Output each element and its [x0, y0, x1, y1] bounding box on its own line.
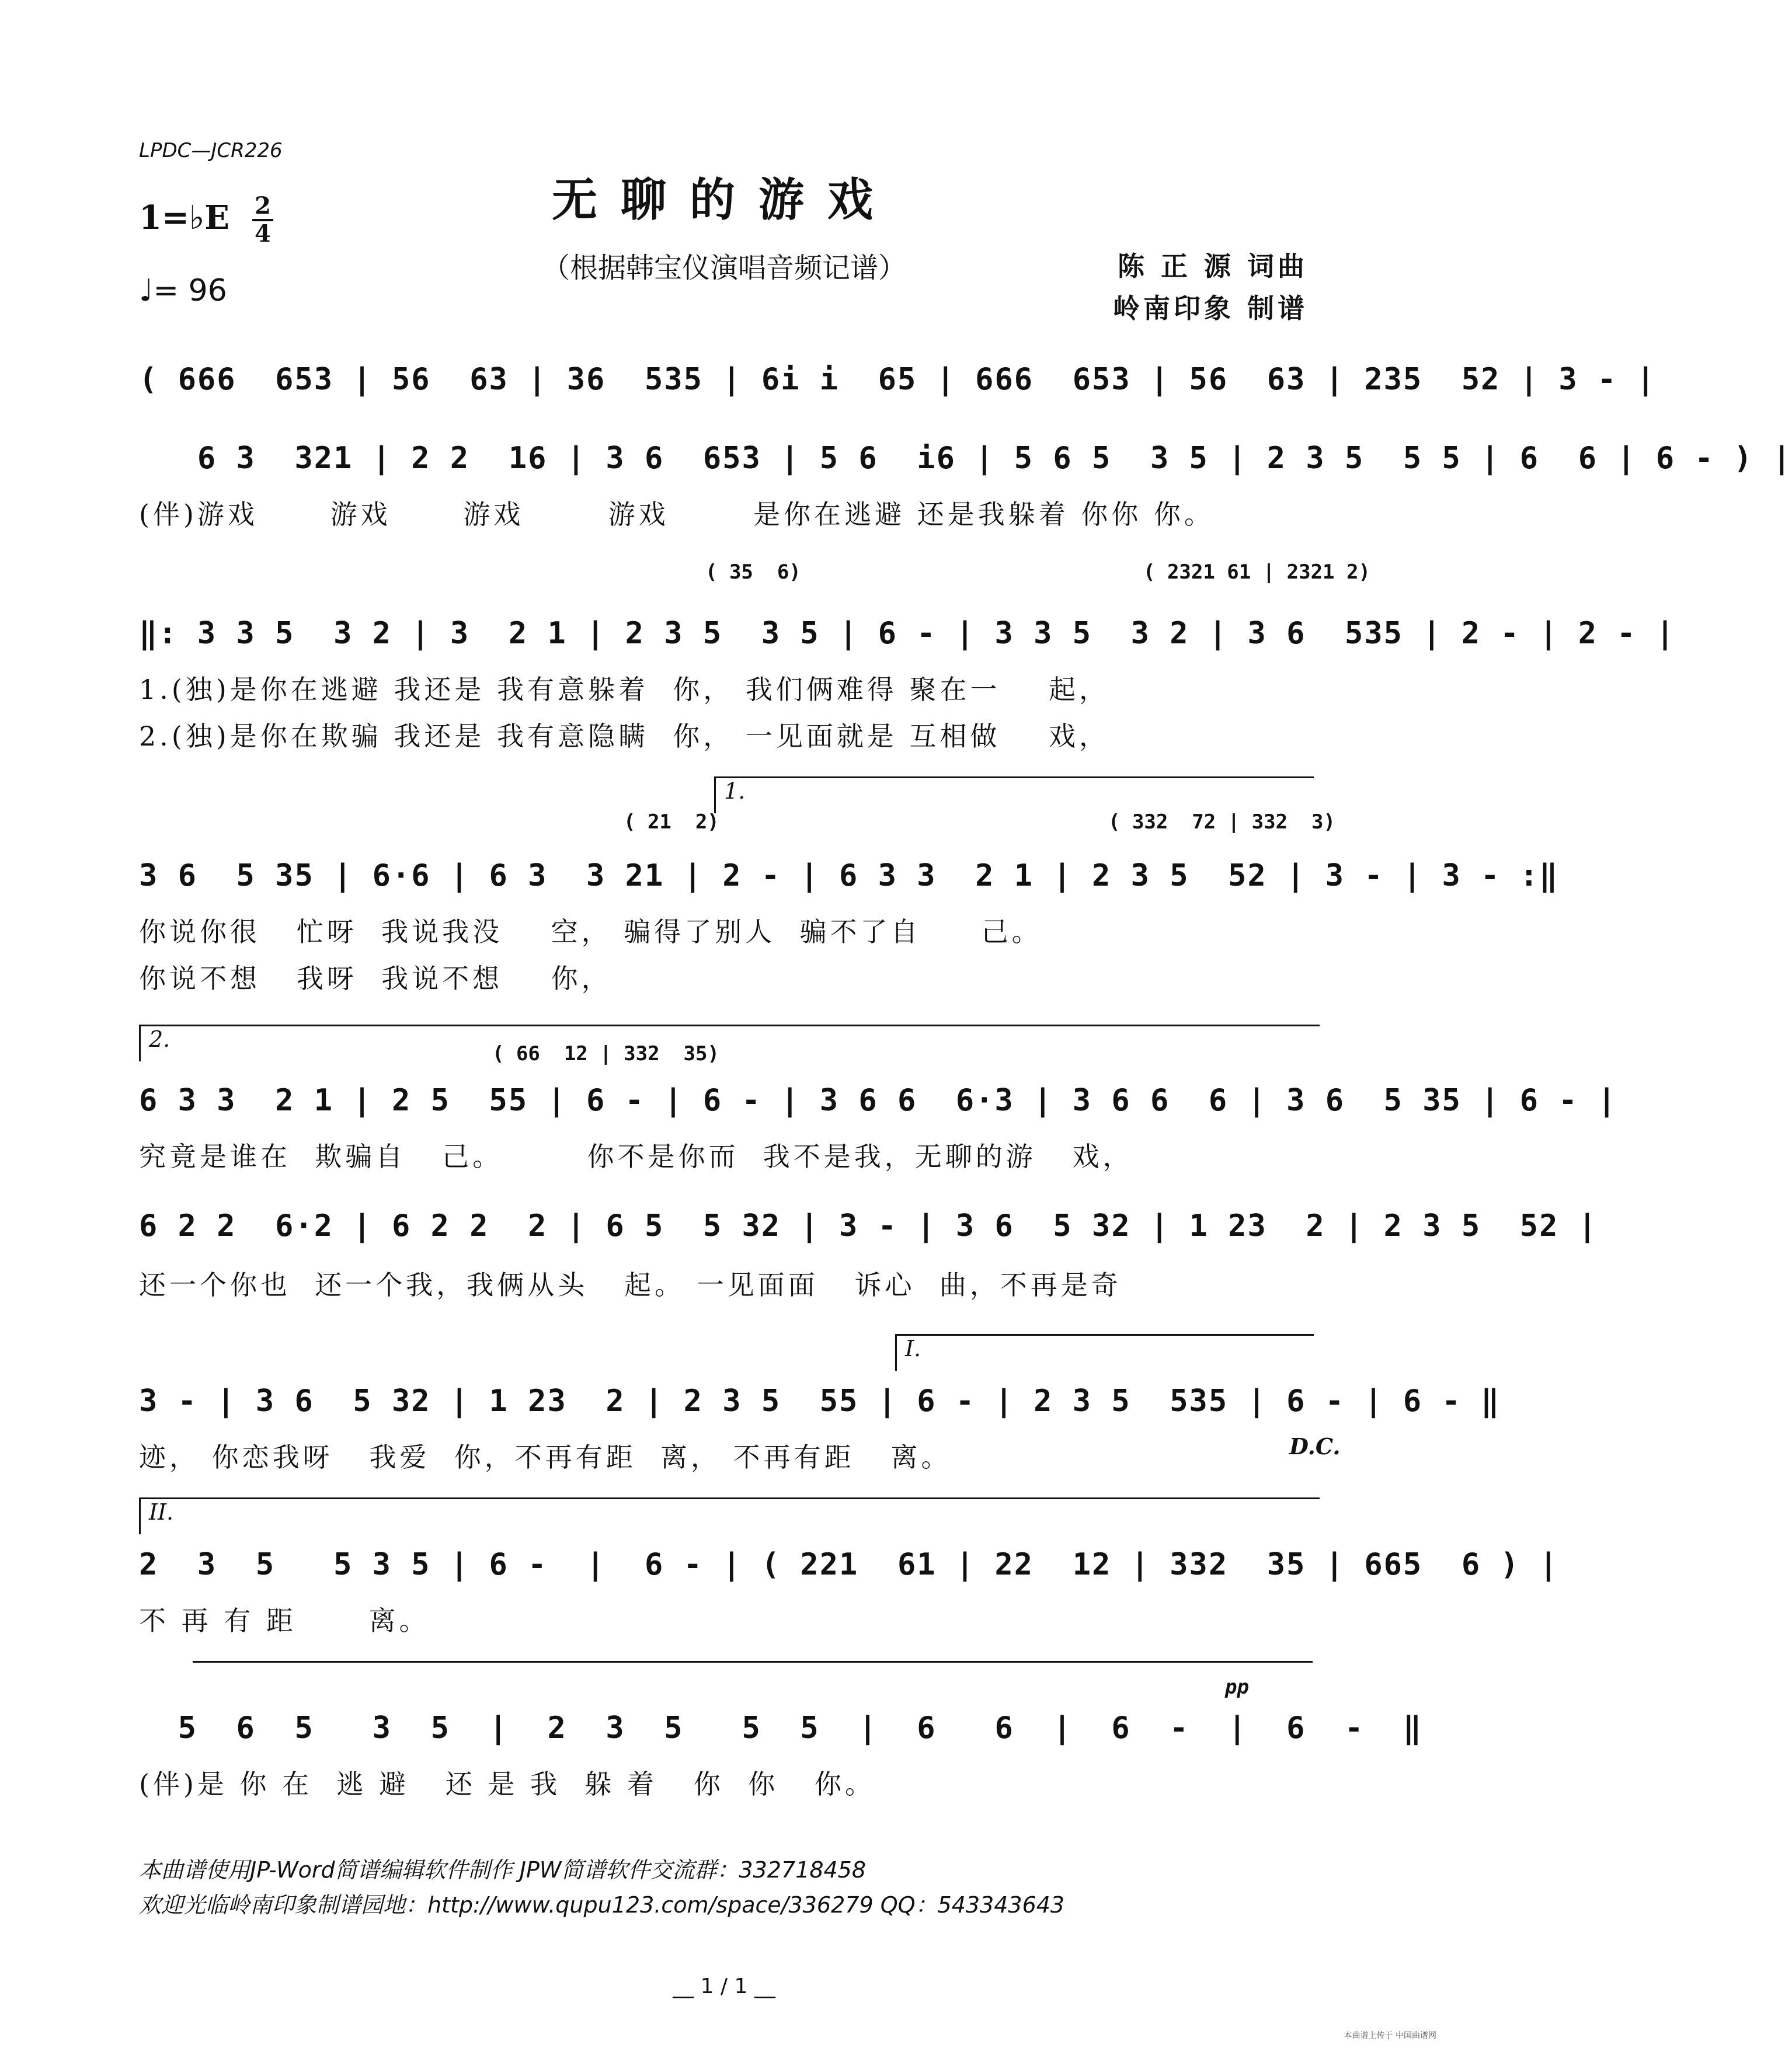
- lyric-line: 不 再 有 距 离。: [139, 1605, 430, 1636]
- da-capo-marking: D.C.: [1289, 1433, 1341, 1460]
- notes-line: 5 6 5 3 5 | 2 3 5 5 5 | 6 6 | 6 - | 6 - ‖: [139, 1711, 1423, 1746]
- volta-bracket-1: 1.: [714, 776, 1314, 813]
- notes-line: ‖: 3 3 5 3 2 | 3 2 1 | 2 3 5 3 5 | 6 - | 3 3 5 3 2 | 3 6 535 | 2 - | 2 - |: [139, 616, 1676, 651]
- cue-notes: ( 332 72 | 332 3): [1108, 810, 1335, 834]
- lyric-line: 还一个你也 还一个我，我俩从头 起。 一见面面 诉心 曲，不再是奇: [139, 1269, 1122, 1301]
- meter-bottom: 4: [255, 220, 271, 248]
- lyric-line: (伴)游戏 游戏 游戏 游戏 是你在逃避 还是我躲着 你你 你。: [139, 499, 1215, 530]
- notes-line: 6 3 321 | 2 2 16 | 3 6 653 | 5 6 i6 | 5 6 5 3 5 | 2 3 5 5 5 | 6 6 | 6 - ) |: [139, 441, 1792, 476]
- lyric-line: (伴)是 你 在 逃 避 还 是 我 躲 着 你 你 你。: [139, 1768, 875, 1800]
- score-line-6: [139, 1208, 1598, 1314]
- cue-notes: ( 21 2): [624, 810, 719, 834]
- score-line-8: [139, 1497, 1559, 1638]
- lyric-line: 迹， 你恋我呀 我爱 你，不再有距 离， 不再有距 离。: [139, 1441, 952, 1473]
- notes-line: 6 3 3 2 1 | 2 5 55 | 6 - | 6 - | 3 6 6 6·3 | 3 6 6 6 | 3 6 5 35 | 6 - |: [139, 1083, 1617, 1118]
- dynamic-marking: pp: [1225, 1676, 1249, 1699]
- notes-line: 3 - | 3 6 5 32 | 1 23 2 | 2 3 5 55 | 6 - | 2 3 5 535 | 6 - | 6 - ‖: [139, 1384, 1501, 1419]
- lyric-verse-2: 你说不想 我呀 我说不想 你，: [139, 963, 612, 994]
- lyric-line: 究竟是谁在 欺骗自 己。 你不是你而 我不是我，无聊的游 戏，: [139, 1141, 1133, 1172]
- volta-bracket-I: I.: [895, 1334, 1314, 1371]
- score-code: LPDC—JCR226: [139, 139, 283, 162]
- notes-line: 2 3 5 5 3 5 | 6 - | 6 - | ( 221 61 | 22 12 | 332 35 | 665 6 ) |: [139, 1547, 1559, 1582]
- volta-bracket-II: II.: [139, 1497, 1320, 1534]
- footer-software-note: 本曲谱使用JP-Word简谱编辑软件制作 JPW简谱软件交流群：332718458: [139, 1857, 867, 1883]
- score-line-1: [139, 362, 1656, 409]
- volta-bracket-2: 2.: [139, 1025, 1320, 1061]
- notes-line: 3 6 5 35 | 6·6 | 6 3 3 21 | 2 - | 6 3 3 2 1 | 2 3 5 52 | 3 - | 3 - :‖: [139, 858, 1559, 893]
- lyric-verse-2: 2.(独)是你在欺骗 我还是 我有意隐瞒 你， 一见面就是 互相做 戏，: [139, 720, 1110, 752]
- score-line-4: [139, 776, 1559, 998]
- lyric-verse-1: 1.(独)是你在逃避 我还是 我有意躲着 你， 我们俩难得 聚在一 起，: [139, 674, 1110, 705]
- cue-notes: ( 2321 61 | 2321 2): [1143, 560, 1370, 584]
- footer-website-note: 欢迎光临岭南印象制谱园地：http://www.qupu123.com/space/336279 QQ：543343643: [139, 1892, 1065, 1918]
- section-rule: [193, 1661, 1313, 1663]
- score-line-5: [139, 1025, 1617, 1172]
- tempo-marking: ♩= 96: [139, 273, 227, 308]
- score-line-3: [139, 560, 1676, 753]
- cue-notes: ( 66 12 | 332 35): [492, 1042, 719, 1065]
- credit-transcriber: 岭南印象 制谱: [1112, 292, 1308, 324]
- subtitle: （根据韩宝仪演唱音频记谱）: [541, 252, 906, 284]
- notes-line: ( 666 653 | 56 63 | 36 535 | 6i i 65 | 666 653 | 56 63 | 235 52 | 3 - |: [139, 362, 1656, 397]
- upload-watermark: 本曲谱上传于 中国曲谱网: [1344, 2031, 1436, 2040]
- score-line-2: [139, 441, 1792, 534]
- notes-line: 6 2 2 6·2 | 6 2 2 2 | 6 5 5 32 | 3 - | 3 6 5 32 | 1 23 2 | 2 3 5 52 |: [139, 1208, 1598, 1244]
- page-number: __ 1 / 1 __: [673, 1974, 775, 1998]
- song-title: 无聊的游戏: [551, 173, 896, 227]
- meter-top: 2: [255, 192, 271, 220]
- cue-notes: ( 35 6): [705, 560, 801, 584]
- time-signature: [252, 192, 273, 248]
- lyric-verse-1: 你说你很 忙呀 我说我没 空， 骗得了别人 骗不了自 己。: [139, 916, 1042, 948]
- score-line-7: [139, 1334, 1501, 1474]
- score-line-9: [139, 1676, 1423, 1800]
- key-signature: 1=♭E: [139, 198, 229, 237]
- credit-lyrics-composer: 陈 正 源 词曲: [1117, 250, 1308, 282]
